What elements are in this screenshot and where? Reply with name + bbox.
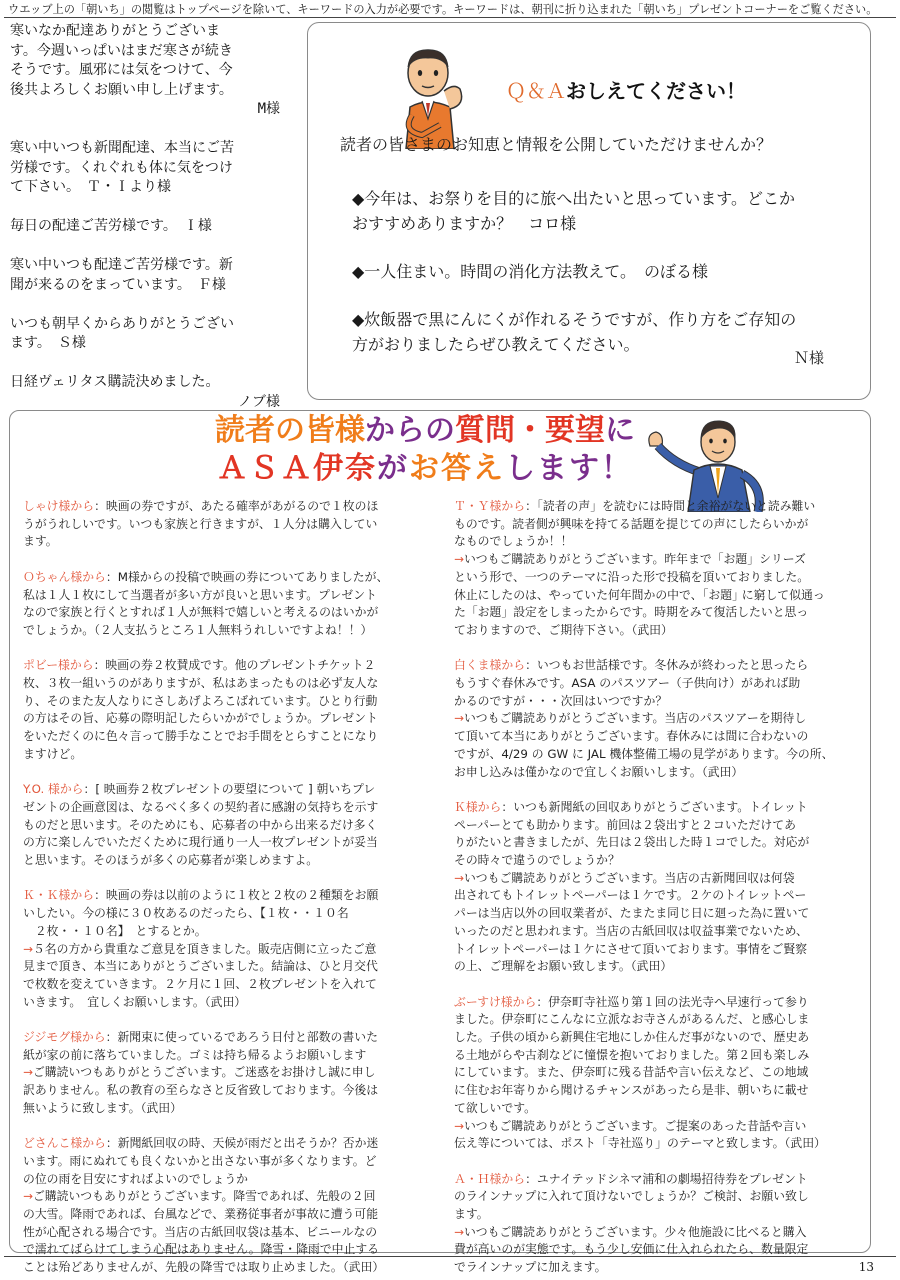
reply-text: 休止にしたのは、やっていた何年間かの中で、｢お題｣ に窮して似通っ [454, 587, 825, 602]
headline-part: お答え [409, 451, 505, 486]
entry-text: ：映画の券は以前のように１枚と２枚の２種類をお願 [94, 888, 379, 903]
headline-part: します！ [505, 451, 633, 486]
entry-text: かるのですが・・・次回はいつですか？ [454, 693, 668, 708]
headline-part: からの [365, 413, 455, 448]
reply-text: いつもご購読ありがとうございます。当店のパスツアーを期待し [463, 711, 807, 726]
reply-text: ておりますので、ご期待下さい。（武田） [454, 622, 673, 637]
entry-text: ペーパーとても助かります。前回は２袋出すと２コいただけてあ [454, 817, 796, 832]
reply-line [454, 710, 862, 728]
entry-line [454, 1188, 862, 1206]
entry-text: ：映画の券ですが、あたる確率があがるので１枚のほ [94, 499, 379, 513]
reply-line [454, 1259, 862, 1277]
headline-part: に [605, 413, 635, 448]
reply-line [454, 764, 862, 782]
entry-text: ものです。読者側が興味を持てる話題を提じての声にしたらいかが [454, 516, 809, 531]
entry-text: の方はその旨、応募の際明記したらいかがでしょうか。プレゼント [23, 711, 378, 726]
message-line: 聞が来るのをまっています。 Ｆ様 [10, 276, 226, 293]
qa-title-qa: Ｑ＆Ａ [506, 79, 566, 103]
message-line: す。今週いっぱいはまだ寒さが続き [10, 42, 233, 59]
qa-question-line: ◆炊飯器で黒にんにくが作れるそうですが、作り方をご存知の [352, 310, 797, 329]
reply-arrow-icon: → [454, 1224, 464, 1239]
reply-line [23, 958, 435, 976]
headline-part: が [377, 451, 409, 486]
reply-line [454, 551, 862, 569]
reply-text: 見まで頂き、本当にありがとうございました。結論は、ひと月交代 [23, 959, 378, 974]
entry-text: て欲しいです。 [454, 1100, 536, 1115]
reply-text: で枚数を変えていきます。２ケ月に１回、２枚プレゼントを入れて [23, 976, 377, 991]
headline [215, 412, 635, 488]
reply-text: いったのだと思われます。当店の古紙回収は収益事業でないため、 [454, 923, 808, 938]
entry-author: ぶーすけ様から [454, 994, 537, 1009]
reply-line [23, 1064, 435, 1082]
entry-text: その時々で違うのでしょうか？ [454, 853, 620, 868]
reply-text: パーは当店以外の回収業者が、たまたま同じ日に廻った為に置いて [454, 906, 810, 921]
reply-line [23, 1100, 435, 1118]
entry-author: 白くま様から [454, 658, 526, 673]
entry-text: 紙が家の前に落ちていました。ゴミは持ち帰るようお願いします [23, 1047, 367, 1062]
entry-text: の位の雨を目安にすればよいのでしょうか [23, 1171, 249, 1186]
reply-text: いつもご購読ありがとうございます。昨年まで「お題」シリーズ [463, 552, 806, 567]
entry-text: ました。伊奈町にこんなに立派なお寺さんがあるんだ、と感心しま [454, 1012, 810, 1027]
reply-text: 無いように致します。（武田） [23, 1100, 182, 1115]
entry-line [23, 1029, 435, 1047]
reply-arrow-icon: → [454, 552, 464, 567]
entry-text: ます。 [454, 1207, 489, 1222]
reply-text: という形で、一つのテーマに沿った形で投稿を頂いておりました。 [454, 569, 810, 584]
entry-text: ものだと思います。そのためにも、応募者の中から出来るだけ多く [23, 817, 378, 832]
entry-text: のラインナップに入れて頂けないでしょうか？ご検討、お願い致し [454, 1189, 809, 1204]
reply-line [454, 958, 862, 976]
entry-line [23, 657, 435, 675]
entry-text: なので家族と行くとすれば１人が無料で嬉しいと考えるのはいかが [23, 605, 379, 620]
reader-entry [454, 657, 862, 781]
reply-line [454, 746, 862, 764]
reply-arrow-icon: → [23, 1189, 33, 1204]
entry-line [23, 923, 435, 941]
left-column [23, 498, 435, 1280]
reply-text: 出されてもトイレットペーパーは１ケです。２ケのトイレットペー [454, 888, 807, 903]
entry-line [23, 498, 435, 516]
entry-text: ：「読者の声」を読むには時間と余裕がないと読み難い [525, 499, 816, 513]
entry-line [454, 693, 862, 711]
entry-author: どさんこ様から [23, 1136, 106, 1151]
entry-line [454, 533, 862, 551]
message-line: いつも朝早くからありがとうござい [10, 315, 234, 332]
entry-text: います。雨にぬれても良くないかと出さない事が多くなります。ど [23, 1153, 377, 1168]
message-line: 寒い中いつも新聞配達、本当にご苦 [10, 140, 234, 156]
headline-line-1 [215, 412, 635, 450]
entry-text: る土地がらや古刹などに憧憬を抱いておりました。第２回も楽しみ [454, 1047, 810, 1062]
entry-text: ゼントの企画意図は、なるべく多くの契約者に感謝の気持ちを示す [23, 799, 379, 814]
headline-part: ＡＳＡ伊奈 [217, 451, 377, 486]
entry-line [454, 657, 862, 675]
reply-text: いつもご購読ありがとうございます。少々他施設に比べると購入 [463, 1224, 807, 1239]
entry-text: ：いつもお世話様です。冬休みが終わったと思ったら [525, 658, 809, 673]
reader-entry [23, 887, 435, 1011]
entry-line [23, 1171, 435, 1189]
entry-text: ：新聞紙回収の時、天候が雨だと出そうか？否か迷 [105, 1136, 379, 1151]
top-notice: ウエッブ上の「朝いち」の閲覧はトップページを除いて、キーワードの入力が必要です。キーワードは、朝刊に折り込まれた「朝いち」プレゼントコーナーをご覧ください。 [8, 3, 878, 16]
entry-line [23, 710, 435, 728]
entry-line [454, 1047, 862, 1065]
qa-intro: 読者の皆さまのお知恵と情報を公開していただけませんか？ [340, 135, 773, 154]
entry-line [454, 834, 862, 852]
entry-author: ポビー様から [23, 658, 94, 673]
reply-line [454, 887, 862, 905]
reply-line [454, 604, 862, 622]
message-line: 毎日の配達ご苦労様です。 Ｉ様 [10, 218, 212, 234]
entry-text: をいただくのに色々言って勝手なことでお手間をとらすことになり [23, 729, 379, 744]
entry-text: の方に楽しんでいただくために現行通り一人一枚プレゼントが妥当 [23, 835, 378, 850]
reply-line [454, 923, 862, 941]
message-item [10, 217, 290, 237]
entry-text: ：[ 映画券２枚プレゼントの要望について ] 朝いちプレ [83, 782, 376, 797]
message-line: 労様です。くれぐれも体に気をつけ [10, 159, 233, 176]
entry-line [23, 746, 435, 764]
entry-line [454, 1029, 862, 1047]
entry-text: いしたい。今の様に３０枚あるのだったら、【１枚・・１０名 [23, 906, 349, 921]
entry-line [454, 675, 862, 693]
page-number: 13 [858, 1260, 874, 1274]
entry-line [454, 852, 862, 870]
reader-entry [23, 569, 435, 640]
entry-line [454, 817, 862, 835]
reply-text: でラインナップに加えます。 [454, 1260, 607, 1275]
message-line: 寒い中いつも配達ご苦労様です。新 [10, 257, 233, 273]
message-line: ます。 Ｓ様 [10, 335, 86, 351]
entry-text: した。子供の頃から新興住宅地にしか住んだ事がないので、歴史あ [454, 1030, 810, 1045]
entry-text: ます。 [23, 534, 58, 549]
message-line: 日経ヴェリタス購読決めました。 [10, 374, 220, 390]
reply-line [454, 622, 862, 640]
reply-text: て頂いて本当にありがとうございます。春休みには間に合わないの [454, 729, 809, 744]
entry-line [23, 1135, 435, 1153]
entry-text: 枚、３枚一組いうのがありますが、私はあまったものは必ず友人な [23, 676, 379, 690]
entry-text: ますけど。 [23, 746, 83, 761]
qa-title-text: おしえてください！ [566, 79, 746, 103]
reply-line [23, 1188, 435, 1206]
reply-arrow-icon: → [454, 870, 464, 885]
qa-box [307, 22, 871, 400]
entry-text: もうすぐ春休みです。ASA のパスツアー（子供向け）があれば助 [454, 676, 801, 691]
entry-line [23, 533, 435, 551]
entry-text: ２枚・・１０名】 とするとか。 [23, 923, 207, 938]
entry-line [23, 817, 435, 835]
entry-line [23, 887, 435, 905]
qa-question-line: おすすめありますか？ コロ様 [352, 214, 577, 233]
reply-line [23, 1206, 435, 1224]
entry-text: り、そのまた友人なりにさしあげよろこばれています。ひとり行動 [23, 693, 378, 708]
reply-text: の大雪。降雨であれば、台風などで、業務従事者が事故に遭う可能 [23, 1207, 379, 1222]
entry-line [23, 781, 435, 799]
bottom-rule [4, 1256, 896, 1257]
headline-part: 質問・要望 [455, 413, 605, 448]
reply-line [454, 569, 862, 587]
entry-author: Y.O. 様から [23, 782, 84, 797]
reply-line [23, 941, 435, 959]
reply-text: ことは殆どありませんが、先般の降雪では取り止めました。（武田） [23, 1260, 385, 1275]
reply-text: いきます。 宜しくお願いします。（武田） [23, 994, 247, 1009]
entry-text: にしています。また、伊奈町に残る昔話や言い伝えなど、この地域 [454, 1065, 809, 1080]
reader-entry [454, 994, 862, 1153]
entry-line [23, 905, 435, 923]
reply-line [454, 1135, 862, 1153]
reply-line [454, 905, 862, 923]
qa-question [352, 259, 862, 284]
entry-text: ：ユナイテッドシネマ浦和の劇場招待券をプレゼント [525, 1171, 808, 1186]
reply-line [454, 587, 862, 605]
reply-text: た「お題」設定をしまったからです。時期をみて復活したいと思っ [454, 605, 809, 620]
entry-line [454, 1206, 862, 1224]
entry-text: ：新聞束に使っているであろう日付と部数の書いた [105, 1030, 378, 1045]
reader-entry [23, 781, 435, 870]
reply-text: ご購読いつもありがとうございます。降雪であれば、先般の２回 [32, 1189, 376, 1204]
reply-line [23, 994, 435, 1012]
reply-line [454, 1224, 862, 1242]
message-item [10, 22, 290, 120]
entry-line [23, 622, 435, 640]
message-item [10, 139, 290, 198]
qa-question [352, 307, 862, 357]
qa-question [352, 186, 862, 236]
reply-text: お申し込みは僅かなので宜しくお願いします。（武田） [454, 764, 744, 779]
reply-arrow-icon: → [23, 1065, 33, 1080]
entry-line [23, 852, 435, 870]
entry-line [454, 1171, 862, 1189]
message-item [10, 373, 290, 412]
qa-signature: Ｎ様 [793, 349, 824, 367]
message-line: 寒いなか配達ありがとうございま [10, 23, 220, 39]
reply-line [23, 1082, 435, 1100]
entry-text: に住むお年寄りから聞けるチャンスがあったら是非、朝いちに載せ [454, 1083, 809, 1098]
reply-line [23, 976, 435, 994]
entry-text: ：伊奈町寺社巡り第１回の法光寺へ早速行って参り [536, 994, 809, 1009]
top-rule [4, 17, 896, 18]
reply-line [454, 728, 862, 746]
entry-author: ジジモグ様から [23, 1030, 106, 1045]
reader-entry [454, 498, 862, 640]
entry-line [23, 516, 435, 534]
right-column [454, 498, 862, 1280]
headline-line-2 [215, 450, 635, 488]
message-item [10, 315, 290, 354]
entry-author: Ｋ・Ｋ様から [23, 888, 95, 903]
entry-text: なものでしょうか！！ [454, 534, 573, 549]
reply-text: ５名の方から貴重なご意見を頂きました。販売店側に立ったご意 [32, 941, 377, 956]
message-signature: ノブ様 [238, 393, 280, 410]
entry-line [23, 569, 435, 587]
entry-line [454, 799, 862, 817]
reply-arrow-icon: → [454, 711, 464, 726]
entry-author: Ｏちゃん様から [23, 569, 106, 584]
entry-line [23, 799, 435, 817]
reply-text: いつもご購読ありがとうございます。当店の古新聞回収は何袋 [463, 870, 795, 885]
headline-part: 読者の皆様 [215, 413, 365, 448]
qa-question-line: ◆今年は、お祭りを目的に旅へ出たいと思っています。どこか [352, 189, 796, 208]
message-line: て下さい。 Ｔ・Ｉより様 [10, 179, 171, 195]
entry-author: しゃけ様から [23, 499, 95, 513]
entry-text: 私は１人１枚にして当選者が多い方が良いと思います。プレゼント [23, 587, 377, 602]
reply-text: 伝え等については、ポスト「寺社巡り」のテーマと致します。（武田） [454, 1136, 826, 1151]
entry-text: と思います。そのほうが多くの応募者が楽しめますよ。 [23, 853, 319, 868]
reply-arrow-icon: → [23, 941, 33, 956]
entry-line [23, 1153, 435, 1171]
reply-text: ですが、4/29 の GW に JAL 機体整備工場の見学があります。今の所、 [454, 746, 834, 761]
qa-question-line: ◆一人住まい。時間の消化方法教えて。 のぼる様 [352, 262, 708, 281]
reader-entry [23, 657, 435, 763]
reply-text: 費が高いのが実態です。もう少し安価に仕入れられたら、数量限定 [454, 1242, 809, 1257]
entry-line [454, 994, 862, 1012]
entry-line [23, 1047, 435, 1065]
entry-line [454, 498, 862, 516]
reader-entry [454, 799, 862, 976]
entry-line [23, 604, 435, 622]
entry-line [454, 1082, 862, 1100]
reader-entry [454, 1171, 862, 1277]
entry-author: Ａ・Ｈ様から [454, 1171, 526, 1186]
entry-text: ：いつも新聞紙の回収ありがとうございます。トイレット [501, 799, 808, 814]
reply-text: の上、ご理解をお願い致します。（武田） [454, 959, 673, 974]
reader-entry [23, 1029, 435, 1118]
reply-line [454, 941, 862, 959]
entry-text: ：M様からの投稿で映画の券についてありましたが、 [105, 569, 389, 584]
entry-text: りがたいと書きましたが、先日は２袋出した時１コでした。対応が [454, 835, 810, 850]
entry-line [454, 1100, 862, 1118]
entry-line [23, 834, 435, 852]
entry-author: Ｋ様から [454, 799, 502, 814]
entry-text: ：映画の券２枚賛成です。他のプレゼントチケット２ [93, 658, 376, 673]
reply-arrow-icon: → [454, 1118, 464, 1133]
entry-text: うがうれしいです。いつも家族と行きますが、１人分は購入してい [23, 516, 378, 531]
entry-text: でしょうか。（２人支払うところ１人無料うれしいですよね！！） [23, 622, 373, 637]
entry-line [23, 693, 435, 711]
entry-line [23, 587, 435, 605]
qa-items [352, 186, 862, 380]
message-signature: M様 [257, 101, 280, 117]
entry-line [23, 675, 435, 693]
message-item [10, 256, 290, 295]
reply-text: 訳ありません。私の教育の至らなさと反省致しております。今後は [23, 1083, 379, 1098]
reply-text: トイレットペーパーは１ケにさせて頂いております。事情をご賢察 [454, 941, 808, 956]
entry-line [454, 1064, 862, 1082]
entry-line [454, 516, 862, 534]
reply-line [23, 1259, 435, 1277]
entry-line [23, 728, 435, 746]
reply-line [454, 870, 862, 888]
entry-author: Ｔ・Ｙ様から [454, 499, 526, 513]
reply-text: いつもご購読ありがとうございます。ご提案のあった昔話や言い [463, 1118, 807, 1133]
reply-line [23, 1224, 435, 1242]
reply-line [454, 1118, 862, 1136]
reply-text: ご購読いつもありがとうございます。ご迷惑をお掛けし誠に申し [32, 1065, 376, 1080]
messages-column [10, 22, 290, 410]
reply-text: で濡れてばらけてしまう心配はありません。降雪・降雨で中止する [23, 1242, 380, 1257]
reader-entry [23, 498, 435, 551]
reply-text: 性が心配される場合です。当店の古紙回収袋は基本、ビニールなの [23, 1224, 378, 1239]
qa-title [506, 79, 746, 103]
qa-question-line: 方がおりましたらぜひ教えてください。 [352, 335, 640, 354]
message-line: 後共よろしくお願い申し上げます。 [10, 81, 233, 98]
entry-line [454, 1011, 862, 1029]
message-line: そうです。風邪には気をつけて、今 [10, 62, 233, 78]
